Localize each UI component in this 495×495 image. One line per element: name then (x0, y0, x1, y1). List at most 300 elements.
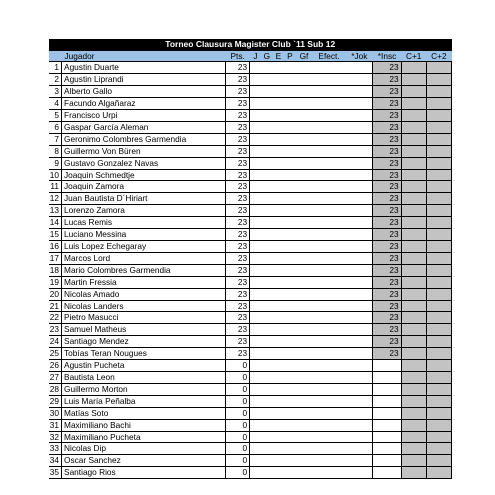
player-points: 23 (226, 121, 250, 133)
table-row (49, 133, 452, 145)
cell-gf (296, 62, 313, 74)
cell-c1 (401, 205, 426, 217)
cell-e (273, 145, 284, 157)
cell-e (273, 312, 284, 324)
cell-jok (346, 312, 373, 324)
cell-efect (312, 288, 345, 300)
player-number: 27 (49, 371, 62, 383)
player-points: 23 (226, 157, 250, 169)
cell-efect (312, 98, 345, 110)
player-points: 0 (226, 360, 250, 372)
cell-g (261, 288, 272, 300)
table-row (49, 348, 452, 360)
player-name: Mario Colombres Garmendia (62, 264, 226, 276)
cell-e (273, 252, 284, 264)
cell-p (284, 395, 295, 407)
player-insc: 23 (373, 62, 401, 74)
cell-gf (296, 121, 313, 133)
cell-jok (346, 74, 373, 86)
cell-c1 (401, 193, 426, 205)
cell-c1 (401, 300, 426, 312)
cell-g (261, 157, 272, 169)
cell-g (261, 98, 272, 110)
cell-c2 (426, 229, 451, 241)
cell-efect (312, 217, 345, 229)
player-name: Bautista Leon (62, 371, 226, 383)
cell-p (284, 276, 295, 288)
cell-gf (296, 110, 313, 122)
player-points: 0 (226, 383, 250, 395)
cell-efect (312, 348, 345, 360)
cell-g (261, 300, 272, 312)
cell-c2 (426, 74, 451, 86)
player-insc: 23 (373, 193, 401, 205)
cell-j (250, 98, 261, 110)
cell-e (273, 300, 284, 312)
cell-p (284, 229, 295, 241)
cell-gf (296, 264, 313, 276)
cell-c2 (426, 348, 451, 360)
cell-jok (346, 145, 373, 157)
player-insc (373, 467, 401, 479)
player-points: 23 (226, 193, 250, 205)
cell-jok (346, 395, 373, 407)
cell-e (273, 288, 284, 300)
player-name: Francisco Urpi (62, 110, 226, 122)
cell-c1 (401, 241, 426, 253)
player-name: Guillermo Morton (62, 383, 226, 395)
header-e: E (273, 51, 284, 62)
cell-g (261, 205, 272, 217)
cell-p (284, 324, 295, 336)
player-number: 14 (49, 217, 62, 229)
cell-c1 (401, 324, 426, 336)
header-num (49, 51, 62, 62)
cell-efect (312, 74, 345, 86)
cell-jok (346, 264, 373, 276)
cell-jok (346, 467, 373, 479)
cell-g (261, 455, 272, 467)
cell-jok (346, 455, 373, 467)
cell-p (284, 181, 295, 193)
player-insc (373, 431, 401, 443)
table-row (49, 86, 452, 98)
cell-j (250, 133, 261, 145)
player-number: 1 (49, 62, 62, 74)
cell-c2 (426, 157, 451, 169)
cell-p (284, 443, 295, 455)
cell-c1 (401, 383, 426, 395)
cell-j (250, 300, 261, 312)
cell-c2 (426, 395, 451, 407)
cell-e (273, 157, 284, 169)
cell-j (250, 371, 261, 383)
cell-jok (346, 300, 373, 312)
cell-e (273, 336, 284, 348)
header-jok: *Jok (346, 51, 373, 62)
cell-g (261, 169, 272, 181)
cell-j (250, 264, 261, 276)
cell-jok (346, 443, 373, 455)
player-insc (373, 407, 401, 419)
cell-c1 (401, 336, 426, 348)
player-insc: 23 (373, 288, 401, 300)
cell-e (273, 121, 284, 133)
cell-gf (296, 157, 313, 169)
cell-g (261, 431, 272, 443)
cell-c2 (426, 443, 451, 455)
cell-jok (346, 407, 373, 419)
player-insc: 23 (373, 169, 401, 181)
header-p: P (284, 51, 295, 62)
cell-c1 (401, 252, 426, 264)
cell-g (261, 419, 272, 431)
cell-c2 (426, 86, 451, 98)
cell-efect (312, 383, 345, 395)
player-name: Marcos Lord (62, 252, 226, 264)
cell-j (250, 467, 261, 479)
player-insc: 23 (373, 205, 401, 217)
player-insc: 23 (373, 110, 401, 122)
cell-c1 (401, 312, 426, 324)
player-insc (373, 383, 401, 395)
cell-e (273, 455, 284, 467)
table-row (49, 157, 452, 169)
cell-e (273, 348, 284, 360)
cell-c2 (426, 407, 451, 419)
cell-efect (312, 300, 345, 312)
player-number: 5 (49, 110, 62, 122)
cell-g (261, 360, 272, 372)
player-name: Alberto Gallo (62, 86, 226, 98)
cell-g (261, 348, 272, 360)
header-insc: *Insc (373, 51, 401, 62)
player-points: 23 (226, 181, 250, 193)
cell-c2 (426, 169, 451, 181)
cell-jok (346, 431, 373, 443)
cell-efect (312, 169, 345, 181)
player-insc: 23 (373, 121, 401, 133)
cell-gf (296, 467, 313, 479)
cell-jok (346, 241, 373, 253)
title-row (49, 39, 452, 51)
cell-efect (312, 371, 345, 383)
cell-c2 (426, 383, 451, 395)
cell-j (250, 336, 261, 348)
cell-jok (346, 62, 373, 74)
table-row (49, 252, 452, 264)
player-number: 23 (49, 324, 62, 336)
cell-gf (296, 193, 313, 205)
cell-p (284, 300, 295, 312)
cell-c2 (426, 241, 451, 253)
cell-c2 (426, 312, 451, 324)
cell-jok (346, 324, 373, 336)
cell-g (261, 133, 272, 145)
cell-c1 (401, 169, 426, 181)
cell-j (250, 110, 261, 122)
cell-p (284, 467, 295, 479)
cell-e (273, 205, 284, 217)
table-row (49, 312, 452, 324)
cell-c1 (401, 110, 426, 122)
header-gf: Gf (296, 51, 313, 62)
cell-p (284, 157, 295, 169)
player-name: Juan Bautista D´Hiriart (62, 193, 226, 205)
cell-gf (296, 395, 313, 407)
player-insc: 23 (373, 133, 401, 145)
cell-j (250, 217, 261, 229)
cell-g (261, 443, 272, 455)
cell-gf (296, 276, 313, 288)
cell-c2 (426, 360, 451, 372)
table-row (49, 300, 452, 312)
cell-j (250, 312, 261, 324)
cell-g (261, 312, 272, 324)
cell-efect (312, 312, 345, 324)
cell-jok (346, 348, 373, 360)
player-points: 0 (226, 419, 250, 431)
player-points: 0 (226, 431, 250, 443)
cell-g (261, 145, 272, 157)
cell-j (250, 181, 261, 193)
header-pts: Pts. (226, 51, 250, 62)
cell-g (261, 74, 272, 86)
cell-j (250, 205, 261, 217)
table-row (49, 431, 452, 443)
table-title: Torneo Clausura Magister Club `11 Sub 12 (49, 39, 452, 51)
table-row (49, 98, 452, 110)
cell-efect (312, 336, 345, 348)
table-row (49, 383, 452, 395)
cell-p (284, 371, 295, 383)
cell-j (250, 157, 261, 169)
player-name: Santiago Rios (62, 467, 226, 479)
player-name: Luciano Messina (62, 229, 226, 241)
cell-gf (296, 360, 313, 372)
player-name: Tobías Teran Nougues (62, 348, 226, 360)
cell-j (250, 443, 261, 455)
cell-efect (312, 229, 345, 241)
cell-gf (296, 145, 313, 157)
player-name: Maximiliano Pucheta (62, 431, 226, 443)
cell-c2 (426, 431, 451, 443)
cell-c1 (401, 407, 426, 419)
player-points: 23 (226, 205, 250, 217)
cell-efect (312, 145, 345, 157)
player-points: 23 (226, 252, 250, 264)
table-row (49, 419, 452, 431)
player-name: Agustin Liprandi (62, 74, 226, 86)
player-points: 23 (226, 288, 250, 300)
player-name: Oscar Sanchez (62, 455, 226, 467)
cell-efect (312, 276, 345, 288)
player-name: Martin Fressia (62, 276, 226, 288)
cell-efect (312, 133, 345, 145)
cell-jok (346, 205, 373, 217)
cell-c1 (401, 157, 426, 169)
table-row (49, 371, 452, 383)
cell-efect (312, 86, 345, 98)
cell-g (261, 395, 272, 407)
cell-gf (296, 288, 313, 300)
cell-j (250, 383, 261, 395)
player-points: 23 (226, 98, 250, 110)
cell-g (261, 407, 272, 419)
cell-g (261, 241, 272, 253)
cell-g (261, 467, 272, 479)
cell-j (250, 241, 261, 253)
cell-g (261, 181, 272, 193)
player-points: 23 (226, 300, 250, 312)
header-g: G (261, 51, 272, 62)
player-rows (49, 62, 452, 479)
table-row (49, 169, 452, 181)
cell-p (284, 312, 295, 324)
player-points: 23 (226, 241, 250, 253)
cell-c1 (401, 145, 426, 157)
player-points: 23 (226, 133, 250, 145)
cell-p (284, 419, 295, 431)
player-number: 32 (49, 431, 62, 443)
cell-c1 (401, 98, 426, 110)
player-number: 4 (49, 98, 62, 110)
header-c1: C+1 (401, 51, 426, 62)
cell-p (284, 110, 295, 122)
player-insc: 23 (373, 336, 401, 348)
cell-c2 (426, 133, 451, 145)
cell-efect (312, 467, 345, 479)
cell-c1 (401, 86, 426, 98)
player-insc: 23 (373, 229, 401, 241)
cell-j (250, 288, 261, 300)
player-insc: 23 (373, 264, 401, 276)
cell-jok (346, 276, 373, 288)
cell-jok (346, 288, 373, 300)
cell-gf (296, 371, 313, 383)
player-points: 0 (226, 407, 250, 419)
cell-efect (312, 252, 345, 264)
player-points: 23 (226, 74, 250, 86)
cell-c1 (401, 467, 426, 479)
cell-p (284, 360, 295, 372)
cell-gf (296, 169, 313, 181)
cell-gf (296, 431, 313, 443)
cell-jok (346, 181, 373, 193)
cell-gf (296, 241, 313, 253)
player-points: 23 (226, 217, 250, 229)
cell-jok (346, 217, 373, 229)
cell-p (284, 288, 295, 300)
player-name: Santiago Mendez (62, 336, 226, 348)
cell-c2 (426, 98, 451, 110)
cell-gf (296, 324, 313, 336)
cell-j (250, 193, 261, 205)
cell-p (284, 169, 295, 181)
cell-efect (312, 110, 345, 122)
player-number: 13 (49, 205, 62, 217)
cell-e (273, 467, 284, 479)
cell-e (273, 74, 284, 86)
cell-p (284, 121, 295, 133)
player-insc: 23 (373, 312, 401, 324)
cell-c1 (401, 217, 426, 229)
table-row (49, 360, 452, 372)
cell-c1 (401, 74, 426, 86)
cell-g (261, 121, 272, 133)
player-points: 0 (226, 395, 250, 407)
cell-jok (346, 371, 373, 383)
cell-efect (312, 157, 345, 169)
cell-g (261, 229, 272, 241)
player-number: 10 (49, 169, 62, 181)
cell-e (273, 62, 284, 74)
player-insc (373, 360, 401, 372)
cell-e (273, 86, 284, 98)
cell-j (250, 229, 261, 241)
cell-p (284, 145, 295, 157)
player-name: Luis María Peñalba (62, 395, 226, 407)
cell-c1 (401, 419, 426, 431)
cell-e (273, 133, 284, 145)
cell-jok (346, 383, 373, 395)
cell-jok (346, 419, 373, 431)
player-insc (373, 455, 401, 467)
player-name: Pietro Masucci (62, 312, 226, 324)
cell-c1 (401, 431, 426, 443)
cell-g (261, 217, 272, 229)
table-row (49, 288, 452, 300)
cell-jok (346, 336, 373, 348)
player-number: 31 (49, 419, 62, 431)
table-row (49, 121, 452, 133)
cell-e (273, 229, 284, 241)
player-number: 25 (49, 348, 62, 360)
cell-p (284, 98, 295, 110)
player-insc (373, 419, 401, 431)
cell-c1 (401, 276, 426, 288)
table-row (49, 467, 452, 479)
cell-c1 (401, 62, 426, 74)
cell-p (284, 264, 295, 276)
cell-g (261, 324, 272, 336)
cell-p (284, 241, 295, 253)
player-points: 23 (226, 110, 250, 122)
cell-j (250, 431, 261, 443)
cell-e (273, 98, 284, 110)
table-row (49, 205, 452, 217)
cell-gf (296, 98, 313, 110)
table-row (49, 62, 452, 74)
cell-c1 (401, 133, 426, 145)
cell-j (250, 276, 261, 288)
cell-e (273, 419, 284, 431)
cell-efect (312, 121, 345, 133)
player-points: 23 (226, 86, 250, 98)
table-row (49, 264, 452, 276)
table-row (49, 241, 452, 253)
cell-c1 (401, 288, 426, 300)
player-insc: 23 (373, 300, 401, 312)
cell-c2 (426, 288, 451, 300)
cell-e (273, 169, 284, 181)
player-name: Nicolas Amado (62, 288, 226, 300)
player-name: Agustin Duarte (62, 62, 226, 74)
player-insc: 23 (373, 145, 401, 157)
cell-c2 (426, 455, 451, 467)
table-row (49, 229, 452, 241)
table-row (49, 145, 452, 157)
